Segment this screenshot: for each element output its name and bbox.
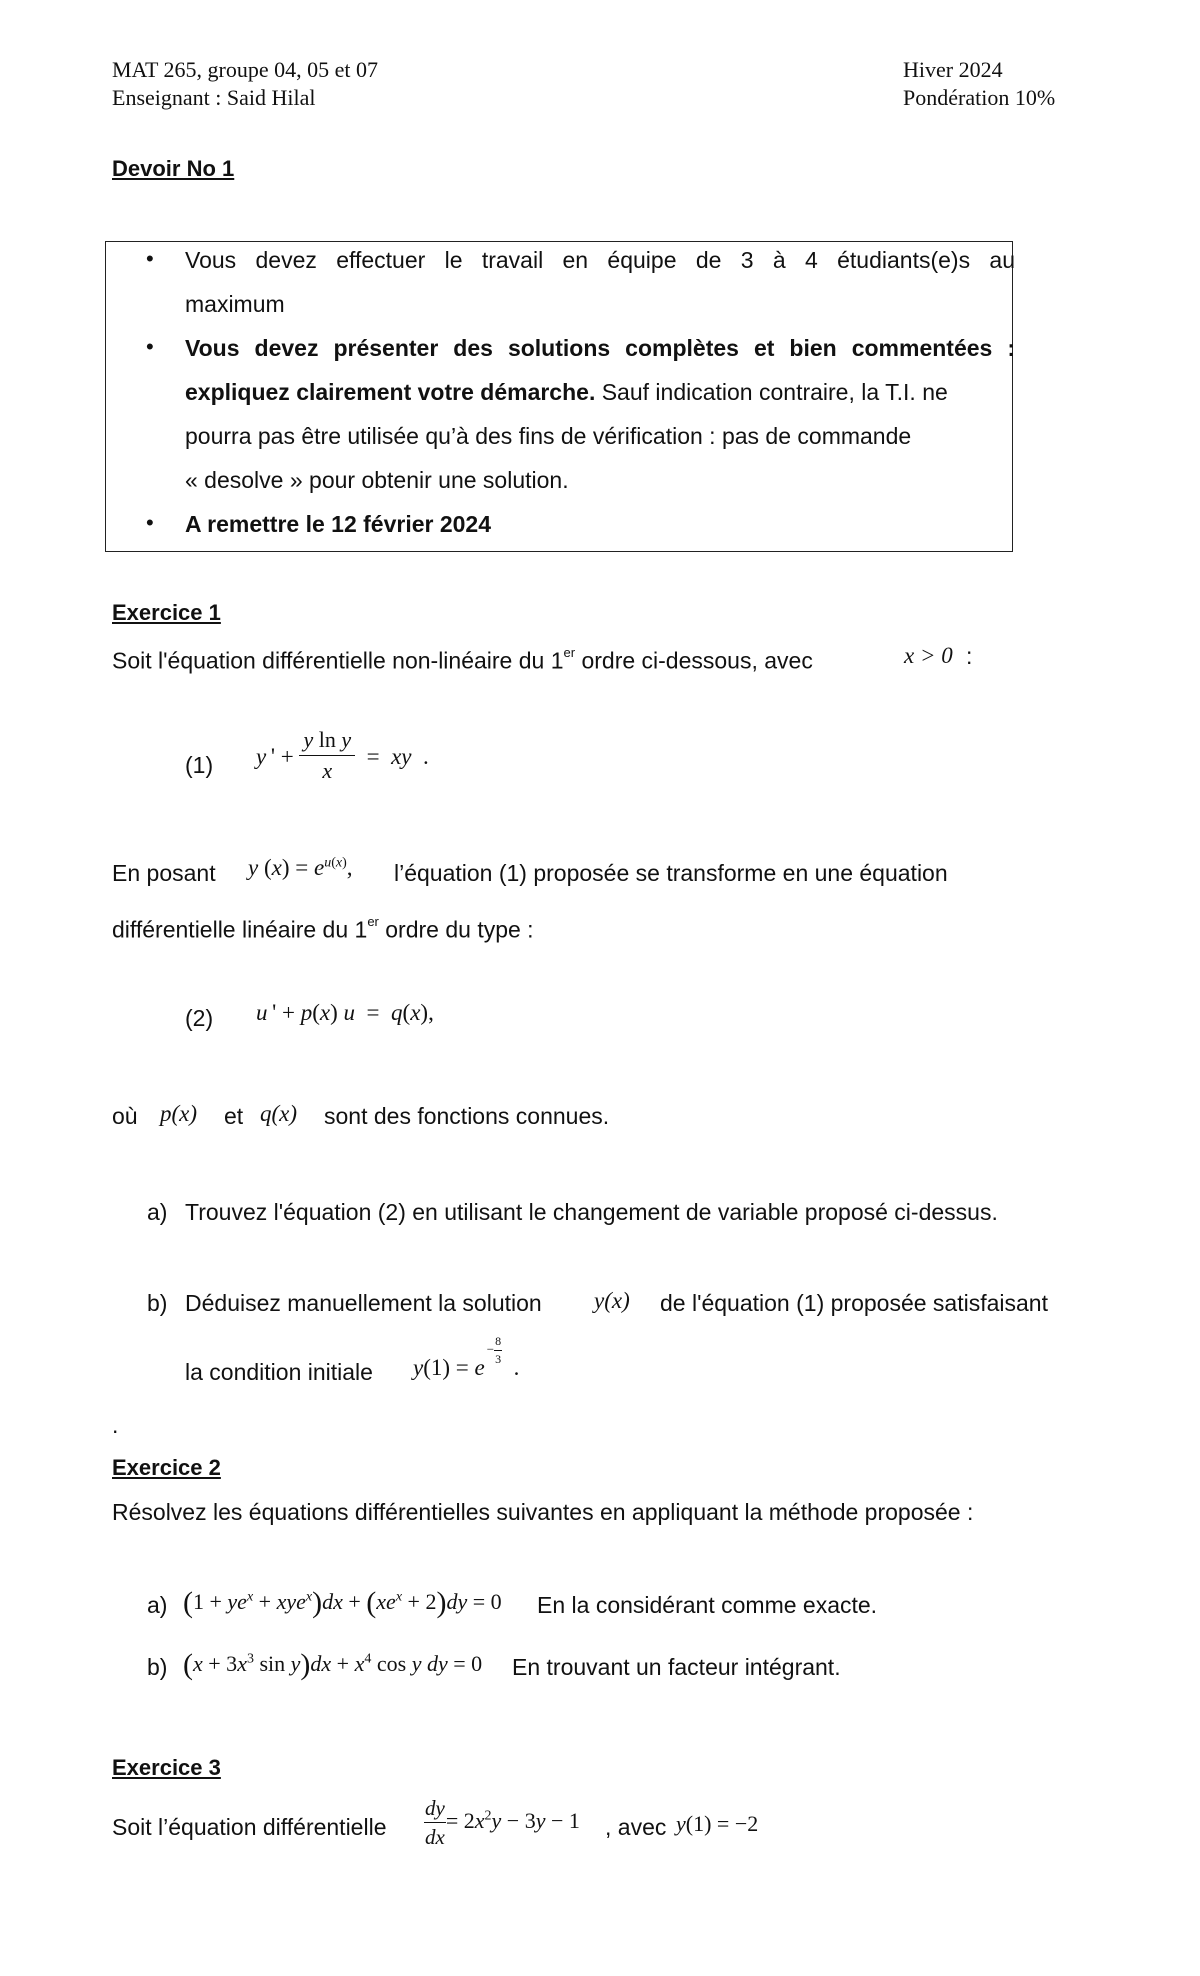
subst-text-b: ordre du type : — [378, 916, 534, 943]
stray-dot: . — [112, 1412, 119, 1438]
where-et: et — [224, 1103, 244, 1129]
instruction-2-line-1: Vous devez présenter des solutions complètes et bien commentées : — [185, 335, 1015, 361]
exercise-2a-method: En la considérant comme exacte. — [537, 1592, 878, 1618]
instruction-1-line-2: maximum — [185, 291, 285, 317]
equation-1: y ' + $\frac{\text{y ln y}}{x}$ = xy . — [256, 727, 429, 783]
course-line: MAT 265, groupe 04, 05 et 07 — [112, 57, 379, 82]
equation-2-label: (2) — [185, 1005, 214, 1031]
exercise-2-intro: Résolvez les équations différentielles suivantes en appliquant la méthode proposée : — [112, 1499, 974, 1525]
instruction-2-line-4: « desolve » pour obtenir une solution. — [185, 467, 569, 493]
question-b-text-b: de l'équation (1) proposée satisfaisant — [660, 1290, 1048, 1316]
equation-1-label: (1) — [185, 752, 214, 778]
exercise-1-intro — [112, 641, 813, 676]
intro-colon: : — [966, 643, 973, 669]
subst-text: différentielle linéaire du 1 — [112, 916, 368, 943]
question-a-label: a) — [147, 1199, 168, 1225]
exercise-2b-label: b) — [147, 1654, 168, 1680]
instruction-2-rest: Sauf indication contraire, la T.I. ne — [595, 379, 948, 405]
exercise-1-title: Exercice 1 — [112, 600, 221, 625]
question-a-text: Trouvez l'équation (2) en utilisant le changement de variable proposé ci-dessus. — [185, 1199, 998, 1225]
exercise-3-initial-condition: y(1) = −2 — [676, 1811, 759, 1836]
equation-2: u ' + p(x) u = q(x), — [256, 1000, 434, 1025]
exercise-2a-equation: $(1 + ye^x + xye^x)dx + (xe^x + 2)dy = 0$ — [183, 1586, 502, 1619]
exercise-2a-label: a) — [147, 1592, 168, 1618]
where-text: où — [112, 1103, 138, 1129]
weight-line: Pondération 10% — [903, 85, 1056, 110]
substitution-text-b: l’équation (1) proposée se transforme en une équation — [394, 860, 948, 886]
solution-y: y(x) — [594, 1288, 630, 1313]
substitution-line-2 — [112, 910, 534, 945]
substitution-text: En posant — [112, 860, 216, 886]
subst-sup: er — [367, 914, 379, 929]
question-b-text: Déduisez manuellement la solution — [185, 1290, 542, 1316]
intro-text-b: ordre ci-dessous, avec — [575, 647, 813, 674]
question-b-label: b) — [147, 1290, 168, 1316]
exercise-3-title: Exercice 3 — [112, 1755, 221, 1780]
instruction-3: A remettre le 12 février 2024 — [185, 511, 492, 537]
page-title: Devoir No 1 — [112, 156, 235, 181]
intro-sup: er — [563, 645, 576, 660]
bullet-icon: • — [146, 246, 154, 271]
instruction-2-bold: expliquez clairement votre démarche. — [185, 379, 596, 405]
question-b-line-2: la condition initiale — [185, 1359, 373, 1385]
exercise-2-title: Exercice 2 — [112, 1455, 221, 1480]
teacher-line: Enseignant : Said Hilal — [112, 85, 316, 110]
function-q: q(x) — [260, 1101, 298, 1126]
bullet-icon: • — [146, 334, 154, 359]
instruction-2-line-3: pourra pas être utilisée qu’à des fins de vérification : pas de commande — [185, 423, 912, 449]
initial-condition: y(1) = e− $\frac{8}{3}$ . — [413, 1333, 520, 1380]
intro-text: Soit l'équation différentielle non-linéaire du 1 — [112, 647, 564, 674]
exercise-3-avec: , avec — [605, 1814, 667, 1840]
exercise-3-equation: $\frac{dy}{dx}$ = $2x^2y - 3y - 1$ — [425, 1796, 580, 1849]
exercise-2b-method: En trouvant un facteur intégrant. — [512, 1654, 841, 1680]
exercise-3-intro: Soit l’équation différentielle — [112, 1814, 387, 1840]
exercise-2b-equation: ($x + 3x^3$ $\sin y)dx + x^4$ cos y dy = 0 — [183, 1648, 483, 1681]
instruction-2-line-2 — [185, 377, 948, 407]
term-line: Hiver 2024 — [903, 57, 1003, 82]
bullet-icon: • — [146, 510, 154, 535]
instruction-1-line-1: Vous devez effectuer le travail en équipe de 3 à 4 étudiants(e)s au — [185, 247, 1015, 273]
where-text-b: sont des fonctions connues. — [324, 1103, 610, 1129]
condition-x-positive: x > 0 — [904, 643, 953, 668]
function-p: p(x) — [160, 1101, 198, 1126]
substitution-formula: y $(x) = e^{u(x)}$, — [248, 855, 353, 880]
